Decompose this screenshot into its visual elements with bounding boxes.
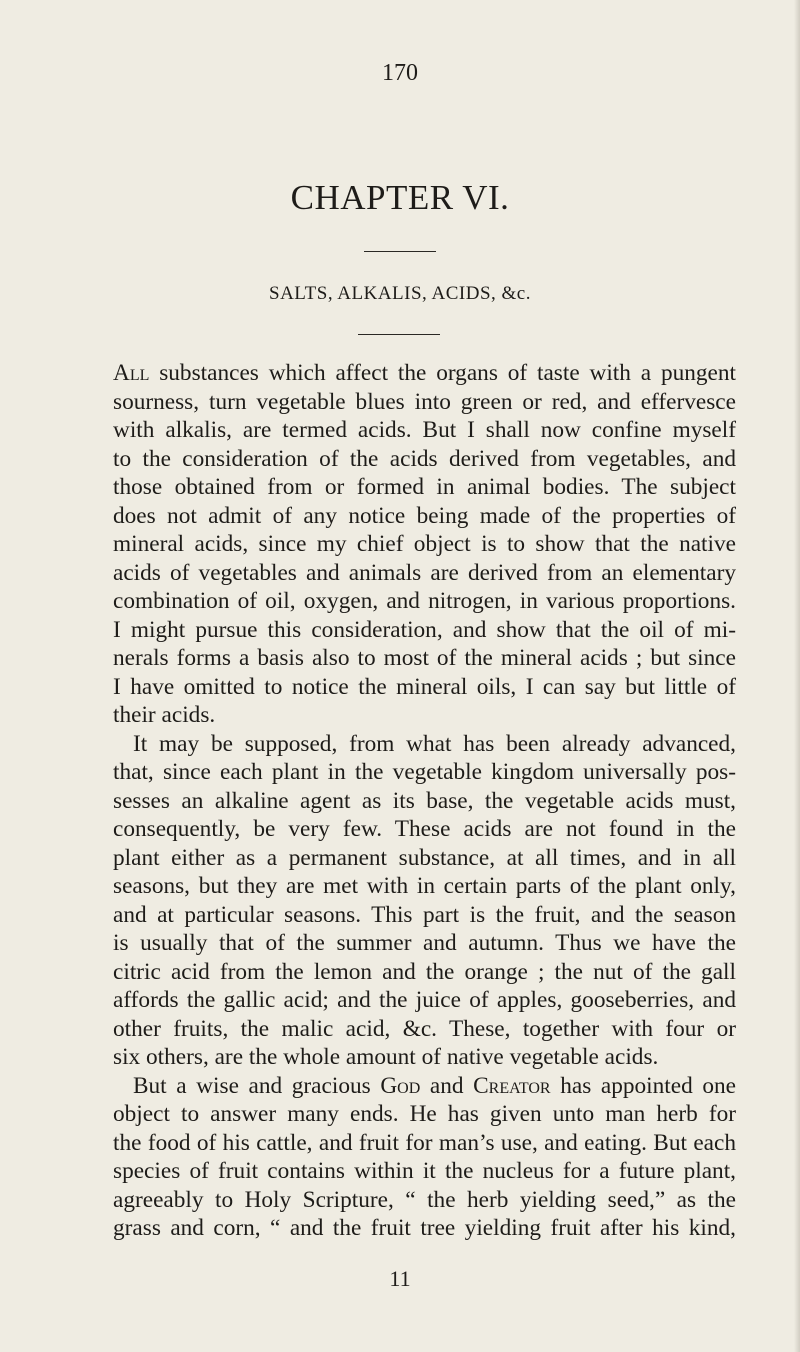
line-text: mineral acids, since my chief object is to show that the native [113, 531, 736, 557]
text-line [113, 502, 736, 531]
text-line [113, 1015, 736, 1044]
small-caps-word: All [113, 360, 150, 386]
chapter-subtitle: SALTS, ALKALIS, ACIDS, &c. [269, 283, 531, 304]
line-text: plant either as a permanent substance, at all times, and in all [113, 844, 736, 871]
text-line [113, 445, 736, 474]
text-line [113, 530, 736, 559]
text-line [113, 701, 736, 730]
text-line [113, 958, 736, 987]
page-edge [794, 0, 800, 1352]
text-line [113, 815, 736, 844]
text-line [113, 359, 736, 388]
text-line [113, 673, 736, 702]
signature-mark: 11 [389, 1266, 411, 1291]
line-text: sourness, turn vegetable blues into green or red, and effervesce [113, 388, 736, 415]
body-text [113, 359, 736, 1243]
text-line [113, 1043, 736, 1072]
line-text: other fruits, the malic acid, &c. These, together with four or [113, 1015, 736, 1042]
text-line [113, 616, 736, 645]
text-line [113, 1129, 736, 1158]
text-line [113, 388, 736, 417]
line-text: sesses an alkaline agent as its base, the vegetable acids must, [113, 787, 736, 814]
line-text: nerals forms a basis also to most of the mineral acids ; but since [113, 645, 736, 671]
text-line [113, 1186, 736, 1215]
line-text: substances which affect the organs of taste with a pungent [149, 360, 736, 386]
line-text: with alkalis, are termed acids. But I shall now confine myself [113, 417, 736, 443]
line-text: affords the gallic acid; and the juice of apples, gooseberries, and [113, 987, 736, 1013]
line-text: It may be supposed, from what has been already advanced, [133, 730, 736, 757]
line-text: and [420, 1072, 474, 1099]
line-text: I might pursue this consideration, and show that the oil of mi- [113, 616, 736, 643]
text-line [113, 1214, 736, 1243]
line-text: agreeably to Holy Scripture, “ the herb yielding seed,” as the [113, 1186, 736, 1213]
line-text: object to answer many ends. He has given unto man herb for [113, 1101, 736, 1127]
line-text: does not admit of any notice being made of the properties of [113, 502, 736, 529]
text-line [113, 644, 736, 673]
line-text: consequently, be very few. These acids are not found in the [113, 816, 736, 842]
text-line [113, 844, 736, 873]
text-line [113, 787, 736, 816]
small-caps-word: Creator [473, 1072, 551, 1099]
line-text: and at particular seasons. This part is the fruit, and the season [113, 901, 736, 928]
line-text: those obtained from or formed in animal bodies. The subject [113, 474, 736, 500]
small-caps-word: God [380, 1072, 421, 1099]
text-line [113, 986, 736, 1015]
line-text: acids of vegetables and animals are derived from an elementary [113, 559, 736, 586]
line-text: the food of his cattle, and fruit for man’s use, and eating. But each [113, 1129, 736, 1156]
line-text: species of fruit contains within it the nucleus for a future plant, [113, 1158, 736, 1184]
line-text: I have omitted to notice the mineral oils, I can say but little of [113, 673, 736, 700]
text-line [113, 872, 736, 901]
line-text: But a wise and gracious [133, 1072, 381, 1099]
text-line [113, 758, 736, 787]
line-text: combination of oil, oxygen, and nitrogen, in various proportions. [113, 588, 736, 614]
text-line [113, 929, 736, 958]
text-line [113, 587, 736, 616]
line-text: seasons, but they are met with in certain parts of the plant only, [113, 873, 736, 899]
text-line [113, 1072, 736, 1101]
line-text: their acids. [113, 702, 216, 728]
title-divider [364, 251, 436, 252]
line-text: six others, are the whole amount of native vegetable acids. [113, 1044, 659, 1070]
line-text: has appointed one [550, 1072, 736, 1099]
line-text: that, since each plant in the vegetable kingdom universally pos- [113, 759, 736, 785]
text-line [113, 730, 736, 759]
text-line [113, 473, 736, 502]
text-line [113, 1100, 736, 1129]
line-text: citric acid from the lemon and the orange ; the nut of the gall [113, 958, 736, 985]
page-number: 170 [382, 60, 418, 86]
line-text: is usually that of the summer and autumn. Thus we have the [113, 930, 736, 956]
text-line [113, 416, 736, 445]
text-line [113, 559, 736, 588]
line-text: grass and corn, “ and the fruit tree yielding fruit after his kind, [113, 1215, 736, 1241]
line-text: to the consideration of the acids derived from vegetables, and [113, 445, 736, 472]
text-line [113, 901, 736, 930]
text-line [113, 1157, 736, 1186]
chapter-title: CHAPTER VI. [290, 178, 510, 217]
subtitle-divider [358, 334, 440, 335]
